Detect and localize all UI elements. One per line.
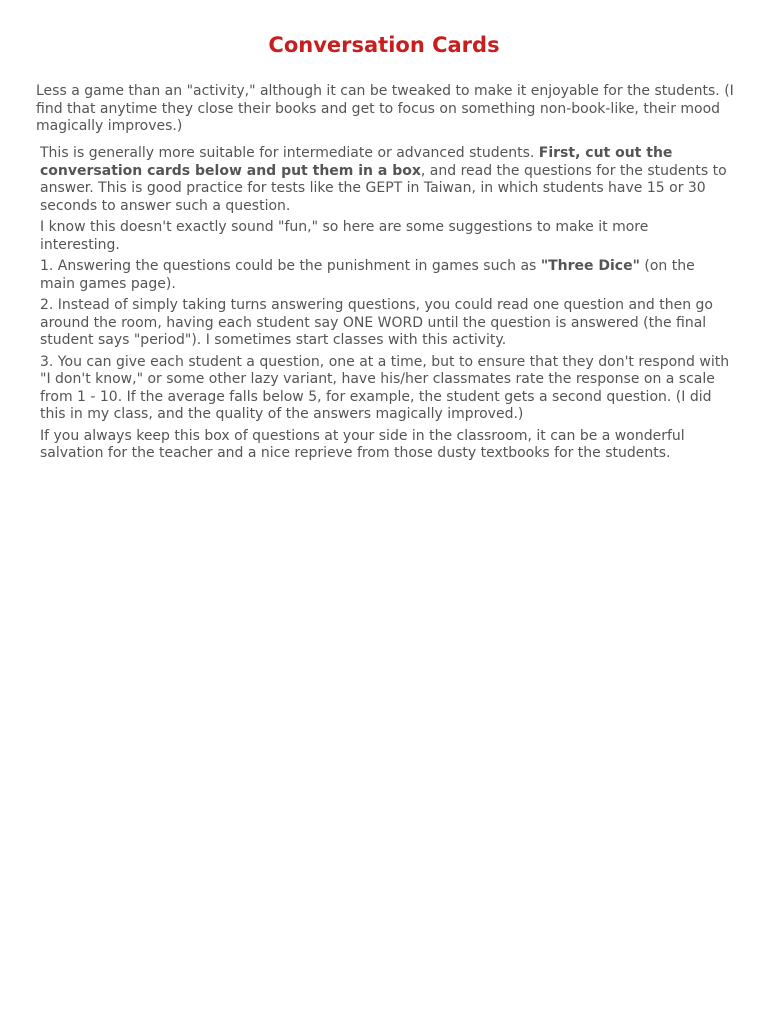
paragraph-fun-note: I know this doesn't exactly sound "fun," so here are some suggestions to make it more interesting. [40,219,649,253]
paragraph-suitability [40,145,732,215]
paragraph-text: This is generally more suitable for intermediate or advanced students. [40,145,539,161]
bold-instruction: First, cut out the conversation cards below and put them in a box [40,145,673,179]
paragraph-text: , and read the questions for the students to answer. This is good practice for tests like the GEPT in Taiwan, in which students have 15 or 30 seconds to answer such a question. [40,162,727,214]
intro-paragraph: Less a game than an "activity," although it can be tweaked to make it enjoyable for the students. (I find that anytime they close their books and get to focus on something non-book-like, their mood magically improves.) [36,83,734,134]
three-dice-reference: "Three Dice" [540,258,640,274]
paragraph-text: (on the main games page). [40,258,695,292]
suggestion-3: 3. You can give each student a question, one at a time, but to ensure that they don't respond with "I don't know," or some other lazy variant, have his/her classmates rate the response on a scale from 1 - 10. If the average falls below 5, for example, the student gets a second question. (I did this in my class, and the quality of the answers magically improved.) [40,353,730,422]
paragraph-closing: If you always keep this box of questions at your side in the classroom, it can be a wonderful salvation for the teacher and a nice reprieve from those dusty textbooks for the students. [40,427,685,461]
suggestion-2: 2. Instead of simply taking turns answering questions, you could read one question and then go around the room, having each student say ONE WORD until the question is answered (the final student says "period"). I sometimes start classes with this activity. [40,297,713,348]
paragraph-text: 1. Answering the questions could be the punishment in games such as [40,258,541,274]
page-title: Conversation Cards [268,33,500,57]
suggestion-1 [40,258,732,293]
instructions-section [40,145,732,467]
